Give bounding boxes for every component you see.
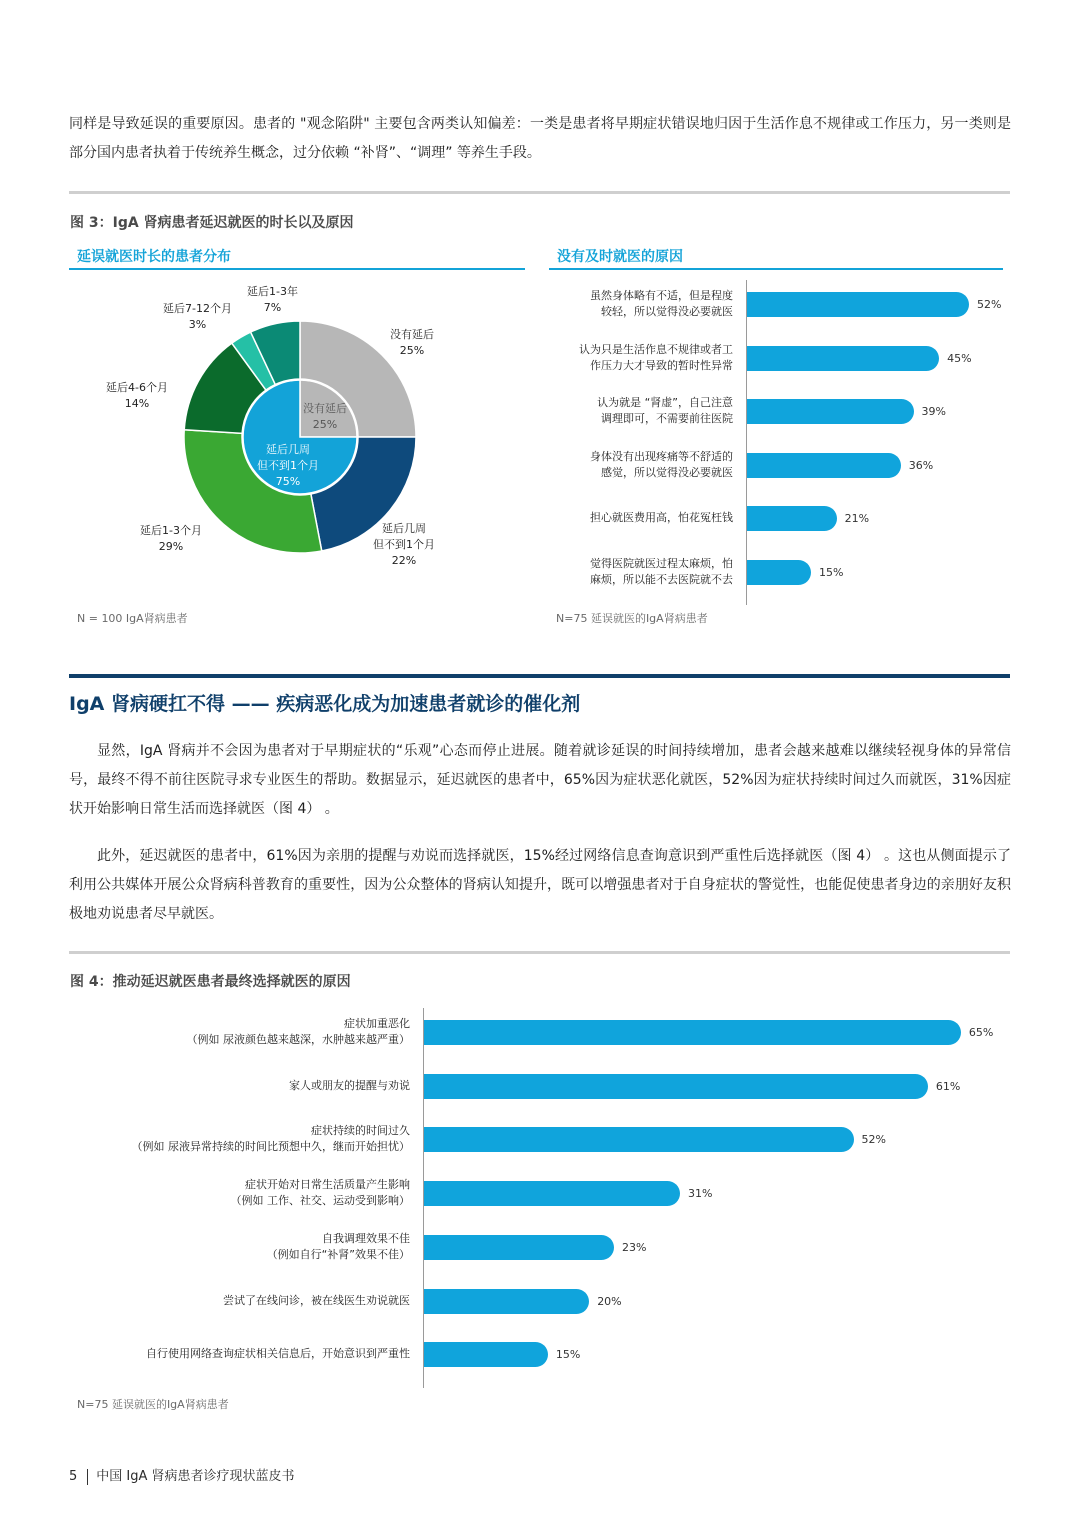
fig4-label: 尝试了在线问诊，被在线医生劝说就医 [223, 1293, 410, 1307]
reasons-value: 39% [921, 405, 946, 418]
page-number: 5 [69, 1469, 78, 1484]
fig4-value: 31% [688, 1187, 713, 1201]
fig4-label: 自行使用网络查询症状相关信息后，开始意识到严重性 [146, 1347, 410, 1361]
fig4-value: 65% [968, 1026, 994, 1039]
section-heading: IgA 肾病硬扛不得 —— 疾病恶化成为加速患者就诊的催化剂 [69, 693, 581, 715]
pie-label-1-3-years: 延后1-3年 7% [247, 285, 298, 314]
reasons-title-underline [549, 268, 1003, 270]
pie-title-underline [69, 268, 525, 270]
pie-label-weeks: 延后几周 但不到1个月 22% [373, 522, 435, 567]
fig4-bar [424, 1181, 680, 1206]
reasons-bar [747, 399, 914, 424]
reasons-bar [747, 560, 811, 585]
fig4-sample-note: N=75 延误就医的IgA肾病患者 [77, 1398, 229, 1411]
report-title: 中国 IgA 肾病患者诊疗现状蓝皮书 [96, 1469, 295, 1484]
figure-4-title: 图 4：推动延迟就医患者最终选择就医的原因 [70, 974, 351, 990]
inner-label-weeks: 延后几周 但不到1个月 75% [257, 443, 319, 488]
fig4-bar [424, 1074, 928, 1099]
intro-paragraph: 同样是导致延误的重要原因。患者的 "观念陷阱" 主要包含两类认知偏差：一类是患者将早期症状错误地归因于生活作息不规律或工作压力，另一类则是部分国内患者执着于传统养生概念，过分依赖 “补肾”、“调理” 等养生手段。 [69, 116, 1011, 161]
reasons-label: 虽然身体略有不适，但是程度 较轻，所以觉得没必要就医 [590, 289, 733, 318]
reasons-value: 52% [977, 298, 1002, 311]
reasons-sample-note: N=75 延误就医的IgA肾病患者 [556, 612, 708, 625]
fig4-value: 20% [597, 1294, 622, 1308]
pie-chart-title: 延误就医时长的患者分布 [77, 249, 231, 265]
fig4-label: 症状加重恶化 （例如 尿液颜色越来越深，水肿越来越严重） [186, 1017, 410, 1046]
reasons-bar [747, 506, 837, 531]
reasons-value: 15% [819, 565, 844, 579]
section-divider [69, 674, 1010, 678]
fig4-value: 52% [861, 1133, 886, 1147]
fig4-bar [424, 1342, 548, 1367]
fig4-label: 家人或朋友的提醒与劝说 [289, 1078, 410, 1092]
reasons-label: 担心就医费用高，怕花冤枉钱 [590, 511, 733, 524]
reasons-label: 认为只是生活作息不规律或者工 作压力大才导致的暂时性异常 [579, 342, 733, 372]
section-paragraph-1: 显然，IgA 肾病并不会因为患者对于早期症状的“乐观”心态而停止进展。随着就诊延误的时间持续增加，患者会越来越难以继续轻视身体的异常信号，最终不得不前往医院寻求专业医生的帮助。数据显示，延迟就医的患者中，65%因为症状恶化就医，52%因为症状持续时间过久而就医，31%因症状开始影响日常生活而选择就医（图 4） 。 [69, 743, 1011, 817]
reasons-label: 觉得医院就医过程太麻烦，怕 麻烦，所以能不去医院就不去 [590, 556, 733, 586]
footer-separator [87, 1469, 88, 1485]
reasons-value: 36% [908, 458, 934, 472]
reasons-bar [747, 453, 901, 478]
figure-3-title: 图 3：IgA 肾病患者延迟就医的时长以及原因 [70, 215, 354, 231]
fig4-value: 15% [555, 1348, 581, 1362]
pie-sample-note: N = 100 IgA肾病患者 [77, 612, 188, 625]
reasons-label: 身体没有出现疼痛等不舒适的 感觉，所以觉得没必要就医 [590, 449, 733, 479]
fig4-bar [424, 1235, 614, 1260]
fig4-value: 61% [935, 1079, 961, 1093]
pie-label-1-3-months: 延后1-3个月 29% [140, 524, 202, 553]
fig4-label: 症状持续的时间过久 （例如 尿液异常持续的时间比预想中久，继而开始担忧） [131, 1124, 410, 1154]
reasons-axis [746, 280, 747, 605]
page-footer [69, 1465, 295, 1485]
pie-label-4-6-months: 延后4-6个月 14% [106, 381, 168, 410]
reasons-bar [747, 292, 969, 317]
reasons-chart-title: 没有及时就医的原因 [557, 249, 683, 265]
pie-label-7-12-months: 延后7-12个月 3% [163, 302, 232, 331]
fig4-value: 23% [621, 1240, 647, 1254]
fig4-axis [423, 1008, 424, 1388]
fig4-bar [424, 1127, 854, 1152]
divider [69, 191, 1010, 194]
fig4-bar [424, 1289, 589, 1314]
fig4-bar [424, 1020, 961, 1045]
fig4-label: 自我调理效果不佳 （例如自行“补肾”效果不佳） [266, 1231, 410, 1261]
inner-label-no-delay: 没有延后 25% [303, 402, 347, 431]
fig4-label: 症状开始对日常生活质量产生影响 （例如 工作、社交、运动受到影响） [230, 1178, 410, 1208]
section-paragraph-2: 此外，延迟就医的患者中，61%因为亲朋的提醒与劝说而选择就医，15%经过网络信息查询意识到严重性后选择就医（图 4） 。这也从侧面提示了利用公共媒体开展公众肾病科普教育的重要性，因为公众整体的肾病认知提升，既可以增强患者对于自身症状的警觉性，也能促使患者身边的亲朋好友积极地劝说患者尽早就医。 [69, 848, 1011, 922]
reasons-bar [747, 346, 939, 371]
pie-label-no-delay: 没有延后 25% [390, 328, 434, 357]
reasons-value: 21% [844, 512, 870, 525]
reasons-value: 45% [947, 351, 972, 365]
reasons-label: 认为就是 “肾虚”，自己注意 调理即可，不需要前往医院 [597, 396, 733, 425]
divider [69, 951, 1010, 954]
